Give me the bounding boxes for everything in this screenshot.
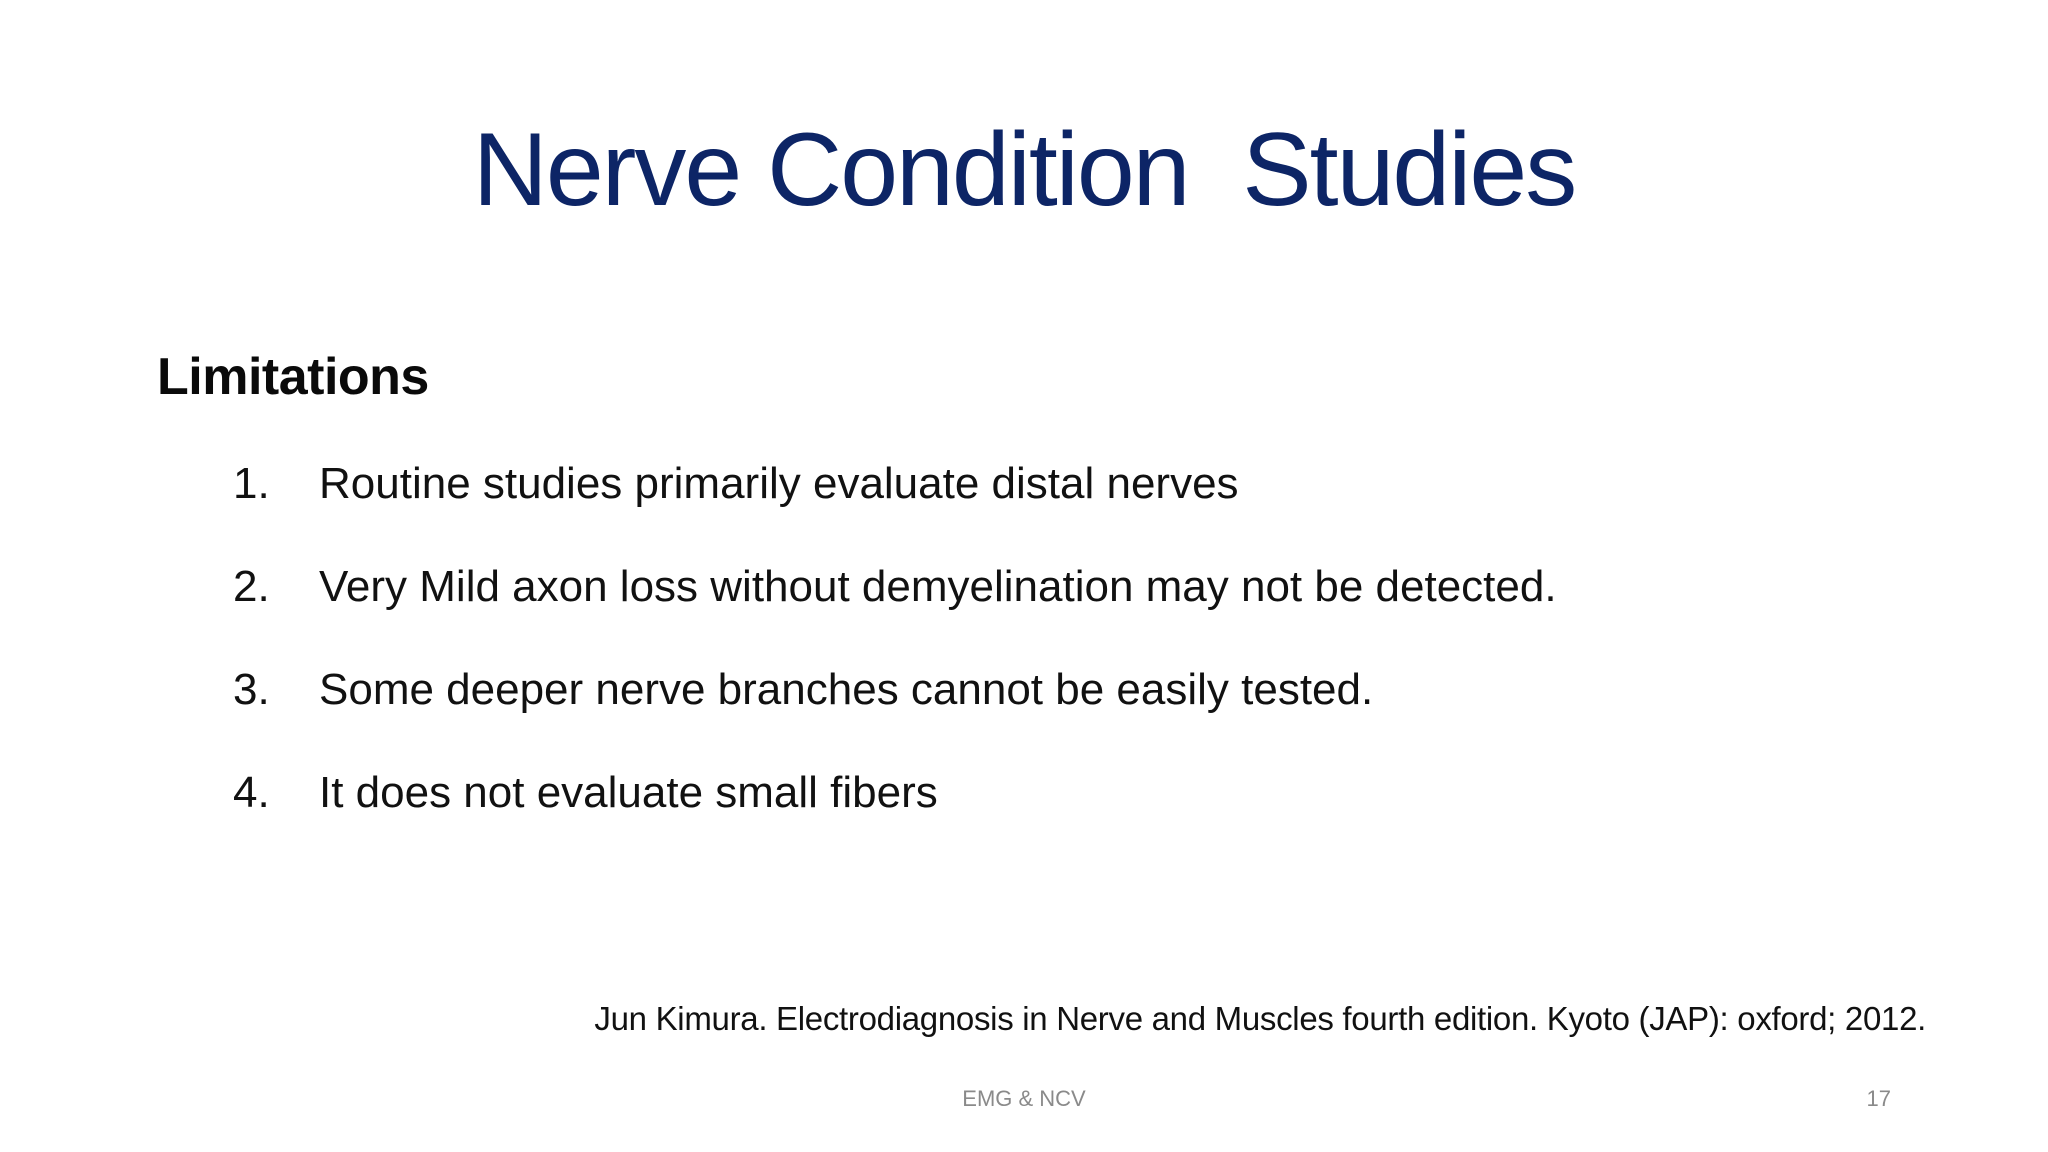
slide-title: Nerve Condition Studies — [472, 112, 1576, 228]
list-item — [233, 658, 1933, 761]
list-item-text: Routine studies primarily evaluate distal nerves — [319, 459, 1239, 508]
citation: Jun Kimura. Electrodiagnosis in Nerve and Muscles fourth edition. Kyoto (JAP): oxford; 2012. — [594, 1000, 1926, 1037]
list-item-text: It does not evaluate small fibers — [319, 768, 938, 817]
section-heading: Limitations — [157, 348, 429, 406]
list-item-number: 4. — [233, 768, 270, 817]
list-item-number: 3. — [233, 665, 270, 714]
list-item-text: Very Mild axon loss without demyelination may not be detected. — [319, 562, 1557, 611]
list-item — [233, 761, 1933, 864]
list-item-number: 1. — [233, 459, 270, 508]
limitations-list — [233, 452, 1933, 864]
footer-text: EMG & NCV — [962, 1086, 1086, 1111]
list-item — [233, 555, 1933, 658]
list-item — [233, 452, 1933, 555]
page-number: 17 — [1866, 1086, 1891, 1111]
list-item-number: 2. — [233, 562, 270, 611]
list-item-text: Some deeper nerve branches cannot be easily tested. — [319, 665, 1374, 714]
